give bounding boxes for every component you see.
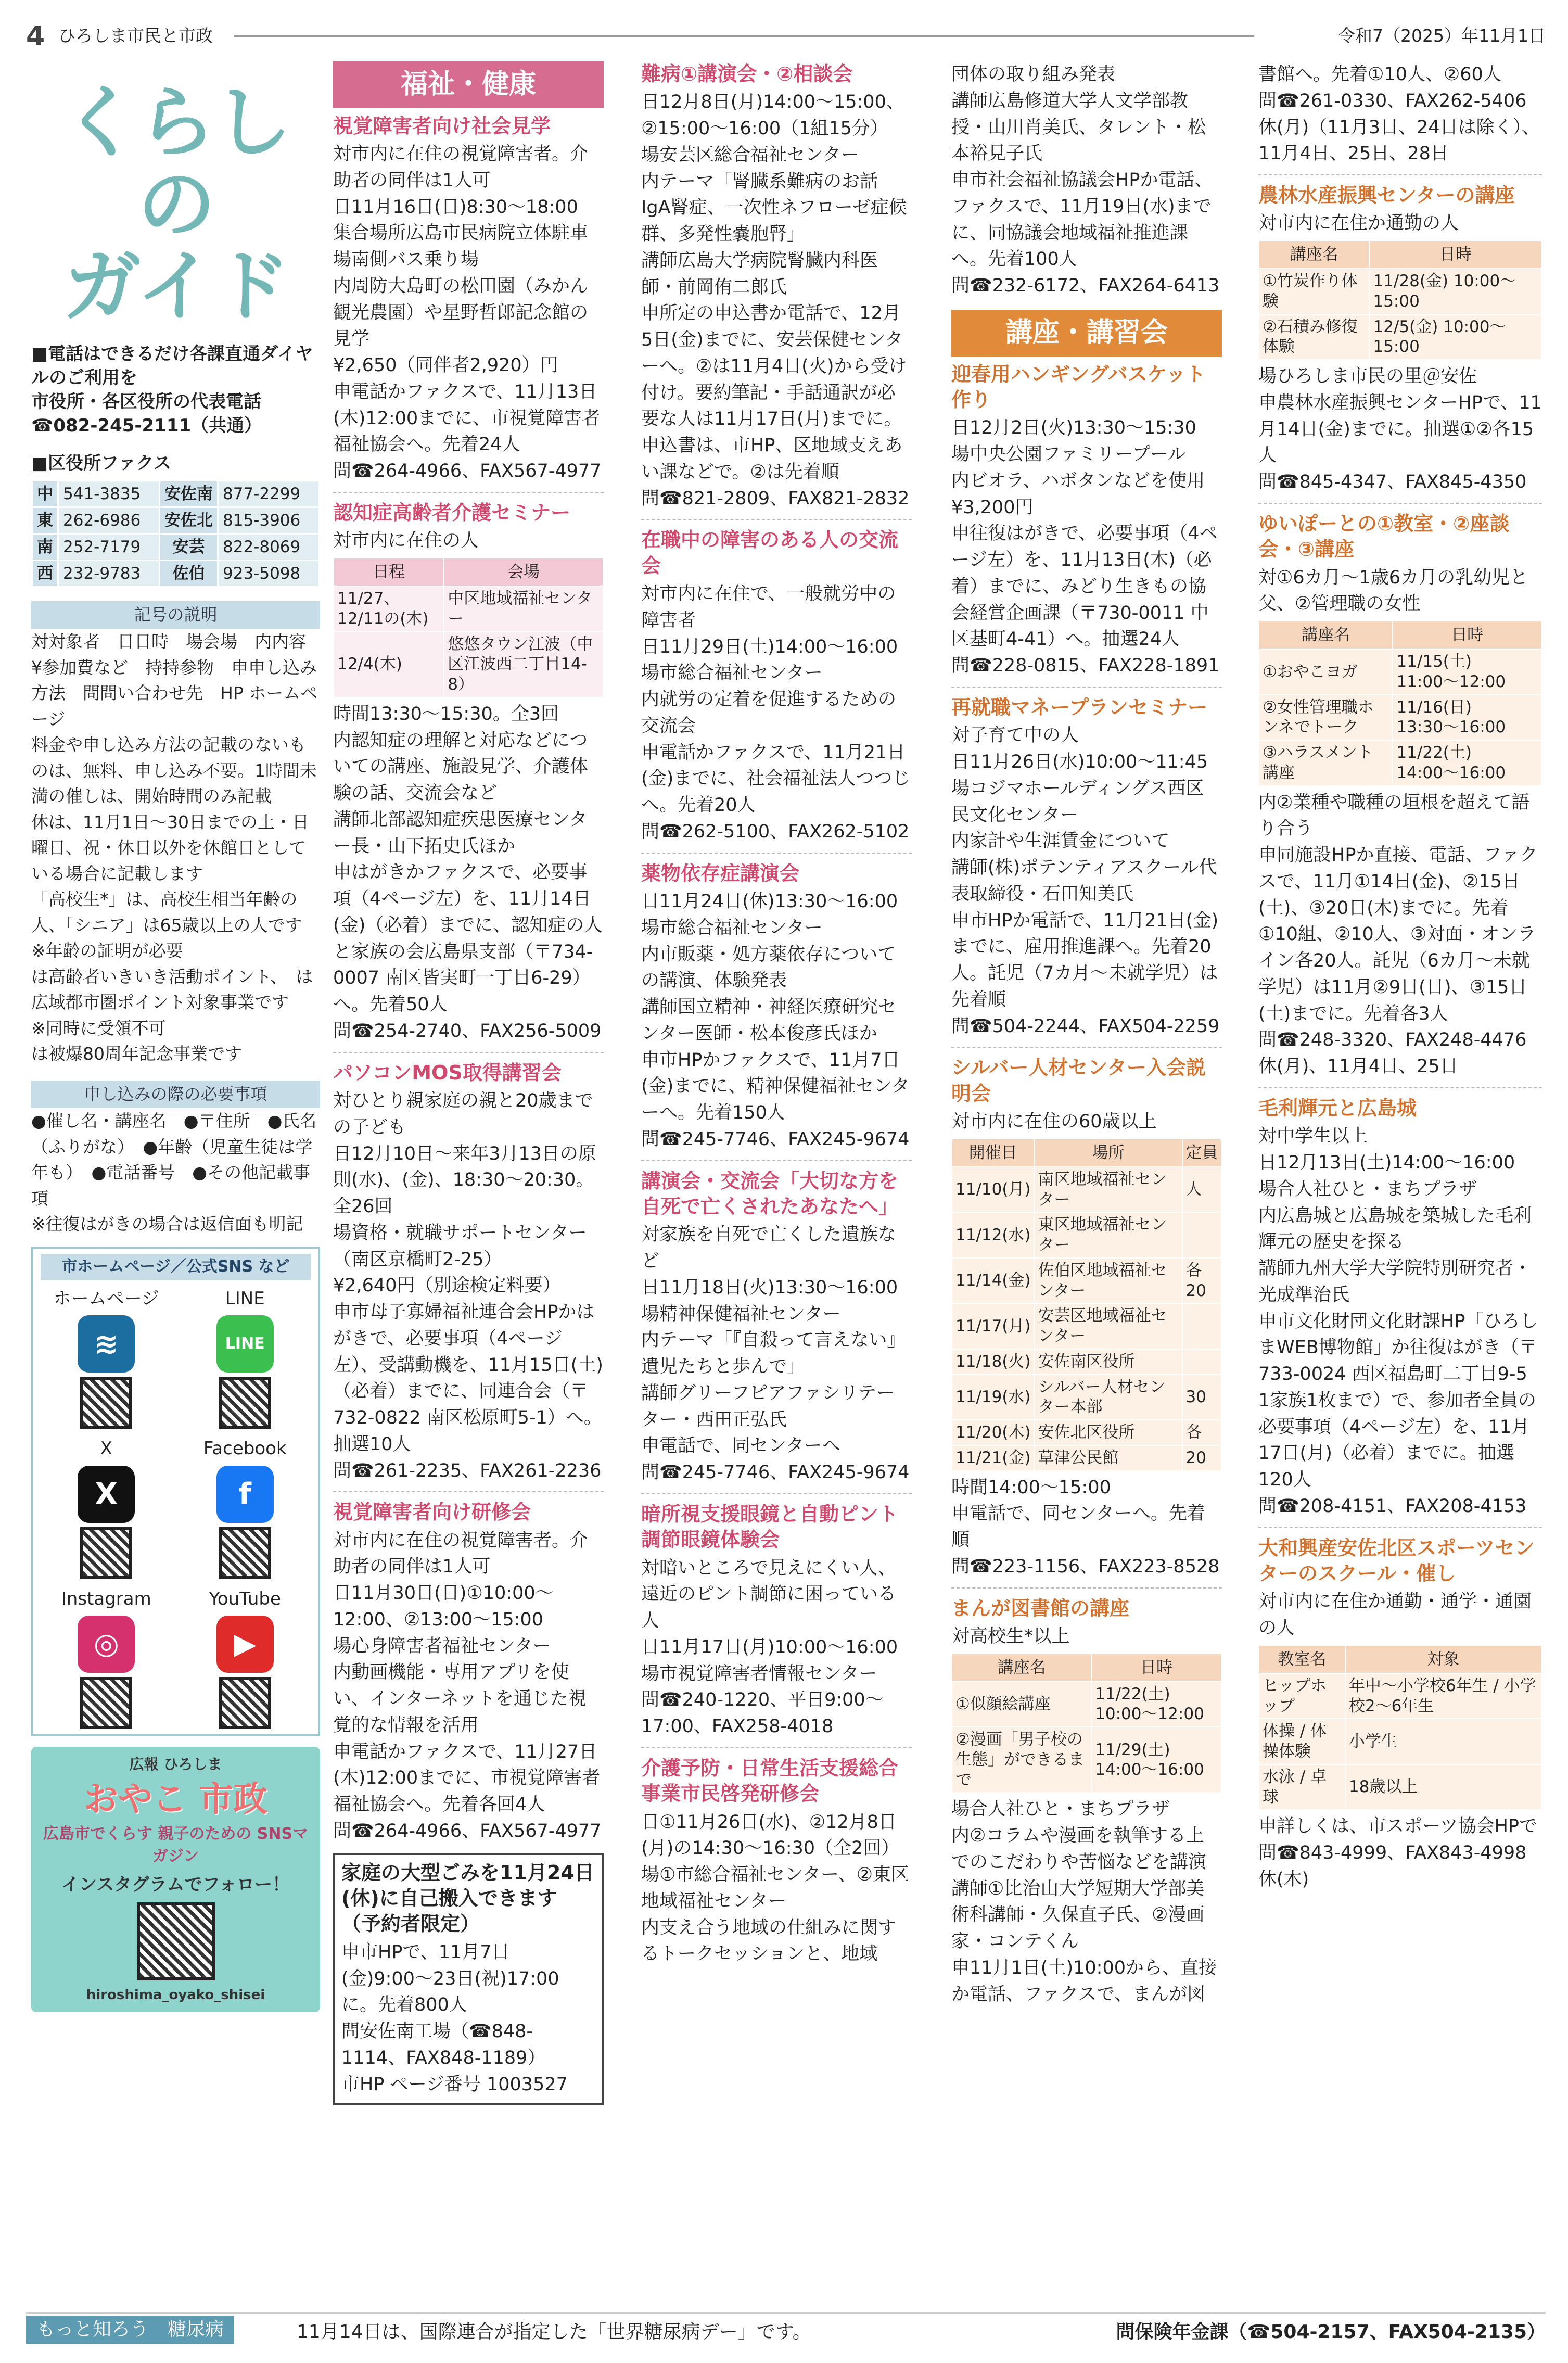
table-cell: 体操 / 体操体験 <box>1259 1719 1345 1764</box>
requirements-title: 申し込みの際の必要事項 <box>31 1081 320 1108</box>
article-body: 書館へ。先着①10人、②60人 問☎261-0330、FAX262-5406 休(月)（11月3日、24日は除く）、11月4日、25日、28日 <box>1258 64 1540 164</box>
table-cell: 人 <box>1182 1167 1221 1213</box>
table-cell: ③ハラスメント講座 <box>1259 740 1393 786</box>
fax-ward: 南 <box>32 533 58 560</box>
article-body: 対暗いところで見えにくい人、遠近のピント調節に困っている人 日11月17日(月)10:00〜16:00 場市視覚障害者情報センター 問☎240-1220、平日9:00〜17:00、FAX258-4018 <box>641 1557 898 1737</box>
table-cell: 安芸区地域福祉センター <box>1035 1303 1182 1349</box>
table-cell: 11/22(土) 14:00〜16:00 <box>1393 740 1541 786</box>
article-title: 暗所視支援眼鏡と自動ピント調節眼鏡体験会 <box>641 1502 899 1552</box>
article-body: 対市内に在住か通勤・通学・通園の人 <box>1258 1591 1532 1639</box>
course-section-header: 講座・講習会 <box>951 310 1222 357</box>
article-title: 毛利輝元と広島城 <box>1258 1096 1417 1120</box>
sns-grid <box>41 1286 311 1729</box>
table-cell: 水泳 / 卓球 <box>1259 1764 1345 1810</box>
table-row <box>1259 269 1541 314</box>
fax-table <box>31 480 320 588</box>
table-header: 日程 <box>334 558 444 586</box>
fax-number: 822-8069 <box>218 533 320 560</box>
sns-item[interactable] <box>41 1436 172 1579</box>
sns-label: Facebook <box>203 1438 287 1459</box>
article-body: 日11月24日(休)13:30〜16:00 場市総合福祉センター 内市販薬・処方薬依存についての講演、体験発表 講師国立精神・神経医療研究センター医師・松本俊彦氏ほか 申市HPかファクスで、11月7日(金)までに、精神保健福祉センターへ。先着150人 問☎245-7746、FAX245-9674 <box>641 891 910 1150</box>
table-row <box>952 1258 1221 1304</box>
table-cell: 中区地域福祉センター <box>444 586 603 632</box>
table-cell: ②漫画「男子校の生態」ができるまで <box>952 1727 1091 1793</box>
article-title: 視覚障害者向け研修会 <box>333 1501 531 1524</box>
fax-ward: 安佐北 <box>160 507 218 533</box>
sns-item[interactable] <box>41 1586 172 1729</box>
footer-message: 11月14日は、国際連合が指定した「世界糖尿病デー」です。 <box>297 2321 811 2343</box>
table-header: 会場 <box>444 558 603 586</box>
table-header: 日時 <box>1091 1654 1221 1682</box>
table-cell: ヒップホップ <box>1259 1673 1345 1719</box>
course-column-4 <box>1258 61 1542 2300</box>
table-row <box>334 586 603 632</box>
article <box>1258 1087 1542 1520</box>
article <box>641 1160 912 1486</box>
fax-title: ■区役所ファクス <box>31 453 172 474</box>
article <box>951 1047 1222 1580</box>
fax-number: 877-2299 <box>218 480 320 507</box>
table-row <box>952 1303 1221 1349</box>
table-cell <box>1182 1303 1221 1349</box>
article-title: 農林水産振興センターの講座 <box>1258 184 1515 207</box>
article-title: 視覚障害者向け社会見学 <box>333 114 551 137</box>
homepage-icon[interactable]: ≋ <box>78 1315 135 1373</box>
info-table <box>333 557 604 698</box>
table-cell <box>1182 1349 1221 1375</box>
sns-qr-code[interactable] <box>219 1677 271 1729</box>
article <box>333 1491 604 1844</box>
table-row <box>1259 1719 1541 1764</box>
legend-title: 記号の説明 <box>31 601 320 629</box>
table-cell: ②女性管理職ホンネでトーク <box>1259 695 1393 741</box>
sns-qr-code[interactable] <box>80 1527 132 1579</box>
legend-text: 対対象者 日日時 場会場 内内容 ¥参加費など 持持参物 申申し込み方法 問問い合わせ先 HP ホームページ 料金や申し込み方法の記載のないものは、無料、申し込み不要。1時間未満の催しは、開始時間のみ記載 休は、11月1日〜30日までの土・日曜日、祝・休日以外を休館日としている場合に記載します 「高校生*」は、高校生相当年齢の人、「シニア」は65歳以上の人です ※年齢の証明が必要 は高齢者いきいき活動ポイント、 は広域都市圏ポイント対象事業です ※同時に受領不可 は被爆80周年記念事業です <box>31 631 323 1064</box>
table-cell: 11/22(土) 10:00〜12:00 <box>1091 1682 1221 1727</box>
article-title: 再就職マネープランセミナー <box>951 695 1208 719</box>
sns-label: Instagram <box>61 1588 151 1609</box>
table-row <box>952 1445 1221 1471</box>
table-row <box>952 1375 1221 1420</box>
article-body: 時間14:00〜15:00 申電話で、同センターへ。先着順 問☎223-1156、FAX223-8528 <box>951 1477 1220 1577</box>
article-title: 介護予防・日常生活支援総合事業市民啓発研修会 <box>641 1756 899 1806</box>
table-row <box>1259 1764 1541 1810</box>
table-row <box>334 632 603 697</box>
info-table <box>1258 240 1542 360</box>
article-body: 対①6カ月〜1歳6カ月の乳幼児と父、②管理職の女性 <box>1258 567 1528 615</box>
table-row <box>952 1349 1221 1375</box>
article <box>641 1493 912 1740</box>
table-row <box>952 1727 1221 1793</box>
fax-row <box>32 560 320 587</box>
table-cell: 佐伯区地域福祉センター <box>1035 1258 1182 1304</box>
table-cell: 安佐北区役所 <box>1035 1420 1182 1445</box>
table-cell: 11/20(木) <box>952 1420 1035 1445</box>
article-title: 講演会・交流会「大切な方を自死で亡くされたあなたへ」 <box>641 1169 899 1218</box>
table-row <box>952 1682 1221 1727</box>
article-title: パソコンMOS取得講習会 <box>333 1061 562 1084</box>
table-row <box>1259 649 1541 695</box>
article-body: 日12月2日(火)13:30〜15:30 場中央公園ファミリープール 内ビオラ、ハボタンなどを使用 ¥3,200円 申往復はがきで、必要事項（4ページ左）を、11月13日(木)（必着）までに、みどり生きもの協会経営企画課（〒730-0011 中区基町4-41）へ。抽選24人 問☎228-0815、FAX228-1891 <box>951 417 1220 677</box>
sns-label: LINE <box>225 1288 265 1310</box>
fax-number: 252-7179 <box>58 533 160 560</box>
table-cell: ②石積み修復体験 <box>1259 314 1369 360</box>
fax-row <box>32 533 320 560</box>
table-cell: 12/5(金) 10:00〜15:00 <box>1369 314 1541 360</box>
fax-number: 815-3906 <box>218 507 320 533</box>
article-body: 場合人社ひと・まちプラザ 内②コラムや漫画を執筆する上でのこだわりや苦悩などを講演 講師①比治山大学短期大学部美術科講師・久保直子氏、②漫画家・コンテくん 申11月1日(土)10:00から、直接か電話、ファクスで、まんが図 <box>951 1799 1217 2005</box>
table-row <box>952 1212 1221 1258</box>
table-cell <box>1182 1212 1221 1258</box>
table-cell: 各20 <box>1182 1258 1221 1304</box>
fax-number: 262-6986 <box>58 507 160 533</box>
table-cell: 悠悠タウン江波（中区江波西二丁目14-8） <box>444 632 603 697</box>
fax-number: 232-9783 <box>58 560 160 587</box>
table-header: 講座名 <box>952 1654 1091 1682</box>
sns-item[interactable] <box>180 1586 311 1729</box>
sns-item[interactable] <box>180 1286 311 1429</box>
table-row <box>952 1167 1221 1213</box>
fax-ward: 西 <box>32 560 58 587</box>
article <box>333 492 604 1045</box>
article-body: 時間13:30〜15:30。全3回 内認知症の理解と対応などについての講座、施設見学、介護体験の話、交流会など 講師北部認知症疾患医療センター長・山下拓史氏ほか 申はがきかファクスで、必要事項（4ページ左）を、11月14日(金)（必着）までに、認知症の人と家族の会広島県支部（〒734-0007 南区皆実町一丁目6-29）へ。先着50人 問☎254-2740、FAX256-5009 <box>333 703 603 1041</box>
paper-name: ひろしま市民と市政 <box>58 26 213 46</box>
instagram-icon[interactable]: ◎ <box>78 1616 135 1673</box>
info-table <box>1258 620 1542 786</box>
table-cell: 南区地域福祉センター <box>1035 1167 1182 1213</box>
sns-box <box>31 1247 320 1736</box>
issue-date: 令和7（2025）年11月1日 <box>1338 26 1546 46</box>
article <box>1258 503 1542 1080</box>
article-body: 申市HPで、11月7日(金)9:00〜23日(祝)17:00に。先着800人 問安佐南工場（☎848-1114、FAX848-1189） 市HP ページ番号 1003527 <box>341 1941 568 2095</box>
header-rule <box>234 35 1254 37</box>
table-row <box>952 1420 1221 1445</box>
table-cell: 11/14(金) <box>952 1258 1035 1304</box>
fax-ward: 安芸 <box>160 533 218 560</box>
requirements-text: ●催し名・講座名 ●〒住所 ●氏名（ふりがな） ●年齢（児童生徒は学年も） ●電話番号 ●その他記載事項 ※往復はがきの場合は返信面も明記 <box>31 1111 317 1235</box>
table-header: 対象 <box>1345 1645 1541 1673</box>
info-table <box>951 1138 1222 1471</box>
article <box>951 362 1222 679</box>
article-body: 対高校生*以上 <box>951 1625 1070 1647</box>
table-row <box>1259 740 1541 786</box>
welfare-section-header: 福祉・健康 <box>333 61 604 108</box>
article <box>1258 61 1542 167</box>
page-number: 4 <box>26 21 45 52</box>
facebook-icon[interactable]: f <box>216 1466 274 1523</box>
table-row <box>1259 1673 1541 1719</box>
article <box>333 113 604 485</box>
article <box>951 687 1222 1039</box>
table-cell: 11/28(金) 10:00〜15:00 <box>1369 269 1541 314</box>
table-header: 場所 <box>1035 1139 1182 1167</box>
page-header <box>26 21 1546 52</box>
sns-qr-code[interactable] <box>80 1377 132 1429</box>
article-title: 迎春用ハンギングバスケット作り <box>951 362 1206 411</box>
article <box>333 1052 604 1484</box>
article-title: 在職中の障害のある人の交流会 <box>641 528 899 577</box>
banner-qr[interactable] <box>137 1902 215 1980</box>
fax-ward: 東 <box>32 507 58 533</box>
table-cell: 11/10(月) <box>952 1167 1035 1213</box>
article <box>1258 1527 1542 1893</box>
article-title: 薬物依存症講演会 <box>641 861 800 885</box>
table-header: 講座名 <box>1259 621 1393 649</box>
article <box>641 853 912 1153</box>
table-cell: 11/18(火) <box>952 1349 1035 1375</box>
table-cell: 11/17(月) <box>952 1303 1035 1349</box>
youtube-icon[interactable]: ▶ <box>216 1616 274 1673</box>
mixed-column-3 <box>951 61 1222 2300</box>
sns-title: 市ホームページ／公式SNS など <box>41 1254 311 1280</box>
table-header: 講座名 <box>1259 240 1369 269</box>
article-title: ゆいぽーとの①教室・②座談会・③講座 <box>1258 512 1510 561</box>
article-body: 対市内に在住の人 <box>333 530 479 552</box>
article-body: 申詳しくは、市スポーツ協会HPで 問☎843-4999、FAX843-4998 休(木) <box>1258 1816 1538 1890</box>
article-title: 難病①講演会・②相談会 <box>641 62 853 85</box>
table-cell: 11/15(土) 11:00〜12:00 <box>1393 649 1541 695</box>
sns-label: ホームページ <box>53 1288 159 1310</box>
article-body: 対子育て中の人 日11月26日(水)10:00〜11:45 場コジマホールディングス西区民文化センター 内家計や生涯賃金について 講師(株)ポテンティアスクール代表取締役・石田知美氏 申市HPか電話で、11月21日(金)までに、雇用推進課へ。先着20人。託児（7カ月〜未就学児）は先着順 問☎504-2244、FAX504-2259 <box>951 725 1220 1037</box>
guide-title: くらしの ガイド <box>61 78 290 332</box>
footer-inquiry: 問保険年金課（☎504-2157、FAX504-2135） <box>1116 2321 1546 2343</box>
guide-column <box>31 61 323 2300</box>
sns-qr-code[interactable] <box>219 1377 271 1429</box>
article-body: 対市内に在住の60歳以上 <box>951 1111 1157 1133</box>
table-row <box>1259 695 1541 741</box>
article-body: 日①11月26日(水)、②12月8日(月)の14:30〜16:30（全2回） 場①市総合福祉センター、②東区地域福祉センター 内支え合う地域の仕組みに関するトークセッションと、地域 <box>641 1811 909 1965</box>
fax-ward: 佐伯 <box>160 560 218 587</box>
article-title: 家庭の大型ごみを11月24日(休)に自己搬入できます（予約者限定） <box>341 1861 594 1936</box>
article-title: シルバー人材センター入会説明会 <box>951 1056 1206 1105</box>
table-cell: 小学生 <box>1345 1719 1541 1764</box>
article-title: まんが図書館の講座 <box>951 1596 1130 1620</box>
fax-ward: 安佐南 <box>160 480 218 507</box>
oyako-banner[interactable]: 広報 ひろしま おやこ 市政 広島市でくらす 親子のための SNSマガジン インスタグラムでフォロー！ hiroshima_oyako_shisei <box>31 1747 320 2012</box>
table-cell: ①おやこヨガ <box>1259 649 1393 695</box>
article-body: 場ひろしま市民の里＠安佐 申農林水産振興センターHPで、11月14日(金)までに。抽選①②各15人 問☎845-4347、FAX845-4350 <box>1258 366 1542 493</box>
sns-label: YouTube <box>209 1588 281 1609</box>
article-body: 対市内に在住か通勤の人 <box>1258 213 1459 234</box>
sns-qr-code[interactable] <box>80 1677 132 1729</box>
table-cell: 18歳以上 <box>1345 1764 1541 1810</box>
article-body: 対市内に在住の視覚障害者。介助者の同伴は1人可 日11月30日(日)①10:00〜12:00、②13:00〜15:00 場心身障害者福祉センター 内動画機能・専用アプリを使い、インターネットを通じた視覚的な情報を活用 申電話かファクスで、11月27日(木)12:00までに、市視覚障害者福祉協会へ。先着各回4人 問☎264-4966、FAX567-4977 <box>333 1530 602 1841</box>
article-body: 対市内に在住で、一般就労中の障害者 日11月29日(土)14:00〜16:00 場市総合福祉センター 内就労の定着を促進するための交流会 申電話かファクスで、11月21日(金)までに、社会福祉法人つつじへ。先着20人 問☎262-5100、FAX262-5102 <box>641 583 911 842</box>
article-body: 対ひとり親家庭の親と20歳までの子ども 日12月10日〜来年3月13日の原則(水)、(金)、18:30〜20:30。全26回 場資格・就職サポートセンター（南区京橋町2-25） ¥2,640円（別途検定料要） 申市母子寡婦福祉連合会HPかはがきで、必要事項（4ページ左）、受講動機を、11月15日(土)（必着）までに、同連合会（〒732-0822 南区松原町5-1）へ。抽選10人 問☎261-2235、FAX261-2236 <box>333 1090 603 1481</box>
table-cell: 11/12(水) <box>952 1212 1035 1258</box>
footer-label: もっと知ろう 糖尿病 <box>26 2316 234 2344</box>
article <box>1258 174 1542 496</box>
notice-box <box>333 1853 604 2105</box>
table-cell: 20 <box>1182 1445 1221 1471</box>
article <box>641 61 912 512</box>
article-body: 日12月8日(月)14:00〜15:00、②15:00〜16:00（1組15分） 場安芸区総合福祉センター 内テーマ「腎臓系難病のお話 IgA腎症、一次性ネフローゼ症候群、多発性嚢胞腎」 講師広島大学病院腎臓内科医師・前岡侑二郎氏 申所定の申込書か電話で、12月5日(金)までに、安芸保健センターへ。②は11月4日(火)から受け付け。要約筆記・手話通訳が必要な人は11月17日(月)までに。申込書は、市HP、区地域支えあい課などで。②は先着順 問☎821-2809、FAX821-2832 <box>641 92 910 509</box>
table-cell: 11/16(日) 13:30〜16:00 <box>1393 695 1541 741</box>
table-cell: ①竹炭作り体験 <box>1259 269 1369 314</box>
table-cell: 安佐南区役所 <box>1035 1349 1182 1375</box>
footer-bar <box>26 2312 1546 2344</box>
table-cell: 年中〜小学校6年生 / 小学校2〜6年生 <box>1345 1673 1541 1719</box>
table-cell: 11/21(金) <box>952 1445 1035 1471</box>
welfare-column-2 <box>641 61 912 2300</box>
table-header: 定員 <box>1182 1139 1221 1167</box>
sns-label: X <box>100 1438 112 1459</box>
table-row <box>1259 314 1541 360</box>
table-header: 開催日 <box>952 1139 1035 1167</box>
article-body: 対家族を自死で亡くした遺族など 日11月18日(火)13:30〜16:00 場精神保健福祉センター 内テーマ「『自殺って言えない』遺児たちと歩んで」 講師グリーフピアファシリテーター・西田正弘氏 申電話で、同センターへ 問☎245-7746、FAX245-9674 <box>641 1224 910 1483</box>
fax-row <box>32 480 320 507</box>
x-icon[interactable]: X <box>78 1466 135 1523</box>
line-icon[interactable]: LINE <box>216 1315 274 1373</box>
tel-note: ■電話はできるだけ各課直通ダイヤルのご利用を 市役所・各区役所の代表電話 ☎082-245-2111（共通） <box>31 342 320 438</box>
table-cell: シルバー人材センター本部 <box>1035 1375 1182 1420</box>
table-cell: 11/29(土) 14:00〜16:00 <box>1091 1727 1221 1793</box>
table-header: 教室名 <box>1259 1645 1345 1673</box>
article-title: 大和興産安佐北区スポーツセンターのスクール・催し <box>1258 1536 1535 1585</box>
table-cell: 東区地域福祉センター <box>1035 1212 1182 1258</box>
fax-row <box>32 507 320 533</box>
article-body: 内②業種や職種の垣根を超えて語り合う 申同施設HPか直接、電話、ファクスで、11月①14日(金)、②15日(土)、③20日(木)までに。先着①10組、②10人、③対面・オンライン各20人。託児（6カ月〜未就学児）は11月②9日(日)、③15日(土)までに。先着各3人 問☎248-3320、FAX248-4476 休(月)、11月4日、25日 <box>1258 792 1538 1077</box>
fax-number: 541-3835 <box>58 480 160 507</box>
info-table <box>1258 1645 1542 1811</box>
tel-number: ☎082-245-2111（共通） <box>31 415 262 437</box>
sns-item[interactable] <box>180 1436 311 1579</box>
article <box>641 519 912 845</box>
table-cell: 草津公民館 <box>1035 1445 1182 1471</box>
table-cell: 30 <box>1182 1375 1221 1420</box>
continued-text: 団体の取り組み発表 講師広島修道大学人文学部教授・山川肖美氏、タレント・松本裕見子氏 申市社会福祉協議会HPか電話、ファクスで、11月19日(水)までに、同協議会地域福祉推進課へ。先着100人 問☎232-6172、FAX264-6413 <box>951 64 1220 296</box>
article <box>641 1747 912 1967</box>
table-header: 日時 <box>1393 621 1541 649</box>
table-cell: 11/27、12/11の(木) <box>334 586 444 632</box>
table-cell: 12/4(木) <box>334 632 444 697</box>
article-title: 認知症高齢者介護セミナー <box>333 501 571 524</box>
fax-number: 923-5098 <box>218 560 320 587</box>
article-body: 対中学生以上 日12月13日(土)14:00〜16:00 場合人社ひと・まちプラザ 内広島城と広島城を築城した毛利輝元の歴史を探る 講師九州大学大学院特別研究者・光成準治氏 申市文化財団文化財課HP「ひろしまWEB博物館」か往復はがき（〒733-0024 西区福島町二丁目9-5 1家族1枚まで）で、参加者全員の必要事項（4ページ左）を、11月17日(月)（必着）までに。抽選120人 問☎208-4151、FAX208-4153 <box>1258 1126 1538 1517</box>
table-cell: 11/19(水) <box>952 1375 1035 1420</box>
article <box>951 1587 1222 2008</box>
table-header: 日時 <box>1369 240 1541 269</box>
sns-item[interactable] <box>41 1286 172 1429</box>
table-cell: 各 <box>1182 1420 1221 1445</box>
info-table <box>951 1653 1222 1794</box>
table-cell: ①似顔絵講座 <box>952 1682 1091 1727</box>
sns-qr-code[interactable] <box>219 1527 271 1579</box>
article-body: 対市内に在住の視覚障害者。介助者の同伴は1人可 日11月16日(日)8:30〜18:00 集合場所広島市民病院立体駐車場南側バス乗り場 内周防大島町の松田園（みかん観光農園）や星野哲郎記念館の見学 ¥2,650（同伴者2,920）円 申電話かファクスで、11月13日(木)12:00までに、市視覚障害者福祉協会へ。先着24人 問☎264-4966、FAX567-4977 <box>333 144 602 482</box>
welfare-column-1 <box>333 61 604 2300</box>
fax-ward: 中 <box>32 480 58 507</box>
